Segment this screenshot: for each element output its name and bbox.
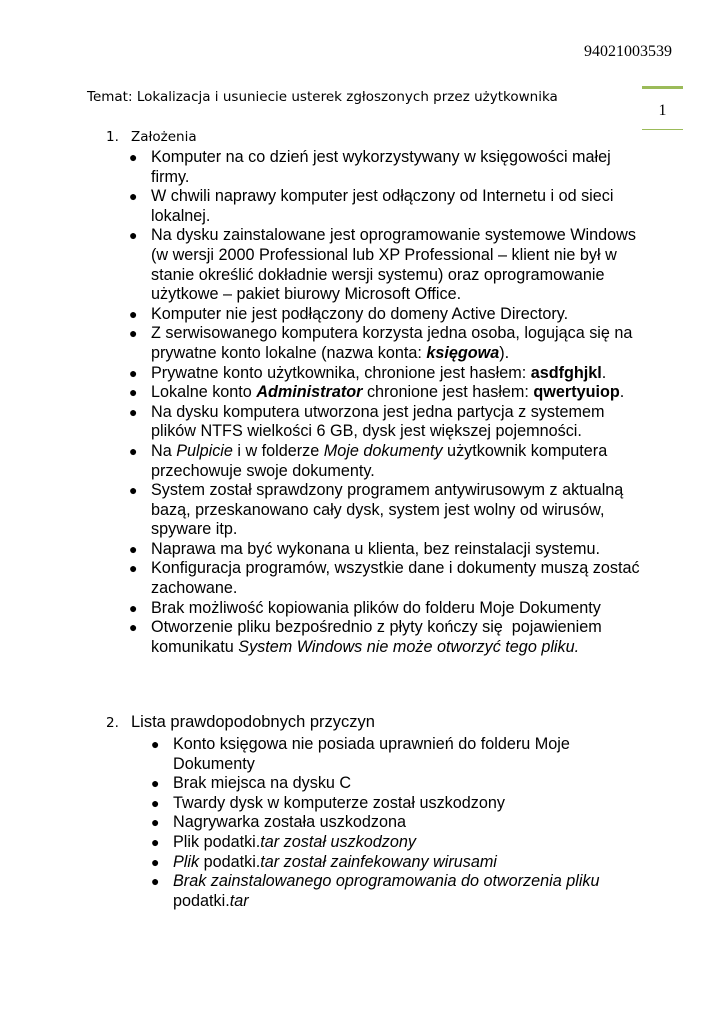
list-item-text: Na dysku komputera utworzona jest jedna partycja z systemem plików NTFS wielkości 6 GB, dysk jest większej pojemności. [151, 402, 609, 441]
list-item-text: i w folderze [232, 441, 324, 460]
list-item-text: Twardy dysk w komputerze został uszkodzony [173, 793, 505, 812]
bullet-icon: ● [129, 442, 138, 459]
bullet-icon: ● [129, 188, 138, 205]
list-item-text: Konto księgowa nie posiada uprawnień do folderu Moje Dokumenty [173, 735, 575, 773]
list-item [129, 481, 651, 540]
section-heading [106, 129, 651, 145]
list-item-text: tar został uszkodzony [260, 832, 416, 851]
list-item [151, 793, 643, 814]
list-item-text: podatki. [173, 872, 605, 910]
list-item-text: Brak możliwość kopiowania plików do folderu Moje Dokumenty [151, 598, 601, 617]
list-item-text: użytkownik komputera przechowuje swoje dokumenty. [151, 441, 612, 480]
bullet-icon: ● [151, 833, 160, 850]
list-item-text: Brak zainstalowanego oprogramowania do otworzenia pliku [173, 872, 600, 891]
list-item-text: qwertyuiop [533, 383, 620, 402]
document-id: 94021003539 [584, 43, 672, 60]
list-item [129, 618, 651, 657]
list-item-text: Komputer na co dzień jest wykorzystywany w księgowości małej firmy. [151, 148, 616, 186]
section-title: Założenia [131, 129, 197, 145]
bullet-icon: ● [129, 149, 138, 165]
list-item-text: . [619, 383, 625, 402]
list-item [129, 187, 651, 226]
list-item-text: Na [151, 441, 177, 460]
list-item [129, 148, 651, 187]
list-item [129, 304, 651, 325]
section-heading [106, 713, 643, 732]
page-number: 1 [658, 102, 667, 119]
list-item-text: podatki. [199, 852, 261, 871]
section-causes [106, 713, 643, 911]
list-item-text: Lokalne konto [151, 383, 257, 402]
list-item [129, 226, 651, 304]
list-item [129, 559, 651, 598]
bullet-icon: ● [129, 384, 138, 401]
list-item [129, 598, 651, 619]
list-item-text: asdfghjkl [530, 363, 602, 382]
list-item-text: Na dysku zainstalowane jest oprogramowanie systemowe Windows (w wersji 2000 Professional lub XP Professional – klient nie był w stanie określić dokładnie wersji systemu) oraz oprogramowanie użytkowe – pakiet biurowy Microsoft Office. [151, 226, 641, 304]
list-item-text: Nagrywarka została uszkodzona [173, 813, 407, 832]
list-item [129, 324, 651, 363]
list-item [129, 539, 651, 560]
bullet-icon: ● [129, 305, 138, 322]
list-item-text: Komputer nie jest podłączony do domeny Active Directory. [151, 304, 569, 323]
bullet-icon: ● [151, 814, 160, 831]
list-item-text: Z serwisowanego komputera korzysta jedna osoba, logująca się na prywatne konto lokalne (nazwa konta: [151, 324, 637, 362]
causes-list [151, 735, 643, 911]
list-item-text: Naprawa ma być wykonana u klienta, bez reinstalacji systemu. [151, 539, 600, 558]
list-item [151, 832, 643, 853]
bullet-icon: ● [129, 560, 138, 577]
bullet-icon: ● [129, 619, 138, 636]
list-item-text: W chwili naprawy komputer jest odłączony od Internetu i od sieci lokalnej. [151, 187, 618, 225]
list-item-text: . [601, 363, 607, 382]
list-item-text: ). [499, 343, 510, 362]
list-item [151, 813, 643, 833]
bullet-icon: ● [151, 794, 160, 811]
list-item-text: chronione jest hasłem: [362, 383, 534, 402]
list-item-text: Konfiguracja programów, wszystkie dane i dokumenty muszą zostać zachowane. [151, 559, 645, 598]
list-item [151, 872, 643, 911]
list-item-text: Brak miejsca na dysku C [173, 774, 352, 793]
list-item-text: tar [229, 891, 249, 910]
list-item [129, 441, 651, 481]
list-item-text: Moje dokumenty [323, 441, 443, 460]
topic-heading: Temat: Lokalizacja i usuniecie usterek zgłoszonych przez użytkownika [87, 89, 558, 105]
list-item-text: Plik [173, 852, 200, 871]
list-item-text: księgowa [426, 343, 500, 362]
section-title: Lista prawdopodobnych przyczyn [131, 713, 375, 731]
bullet-icon: ● [129, 364, 138, 381]
list-item-text: Pulpicie [176, 441, 233, 460]
bullet-icon: ● [129, 325, 138, 342]
bullet-icon: ● [151, 775, 160, 792]
list-item [129, 402, 651, 442]
page-number-box [642, 86, 683, 130]
assumptions-list [129, 148, 651, 657]
list-item [151, 774, 643, 794]
list-item [129, 363, 651, 384]
bullet-icon: ● [129, 482, 138, 499]
list-item-text: Administrator [256, 383, 363, 402]
list-item [151, 852, 643, 873]
bullet-icon: ● [151, 873, 160, 890]
section-assumptions [106, 129, 651, 657]
bullet-icon: ● [129, 403, 138, 420]
section-number: 1. [106, 129, 119, 145]
bullet-icon: ● [129, 599, 138, 616]
list-item-text: System został sprawdzony programem antywirusowym z aktualną bazą, przeskanowano cały dysk, system jest wolny od wirusów, spyware itp. [151, 481, 628, 539]
section-number: 2. [106, 715, 119, 731]
list-item-text: tar został zainfekowany wirusami [260, 852, 497, 871]
list-item-text: Prywatne konto użytkownika, chronione jest hasłem: [151, 363, 531, 382]
list-item-text: Otworzenie pliku bezpośrednio z płyty kończy się pojawieniem komunikatu [151, 618, 607, 656]
bullet-icon: ● [151, 853, 160, 870]
bullet-icon: ● [129, 227, 138, 244]
bullet-icon: ● [151, 736, 160, 752]
bullet-icon: ● [129, 540, 138, 557]
list-item [129, 383, 651, 403]
list-item-text: System Windows nie może otworzyć tego pliku. [238, 637, 580, 656]
list-item-text: Plik podatki. [173, 832, 261, 851]
list-item [151, 735, 643, 774]
